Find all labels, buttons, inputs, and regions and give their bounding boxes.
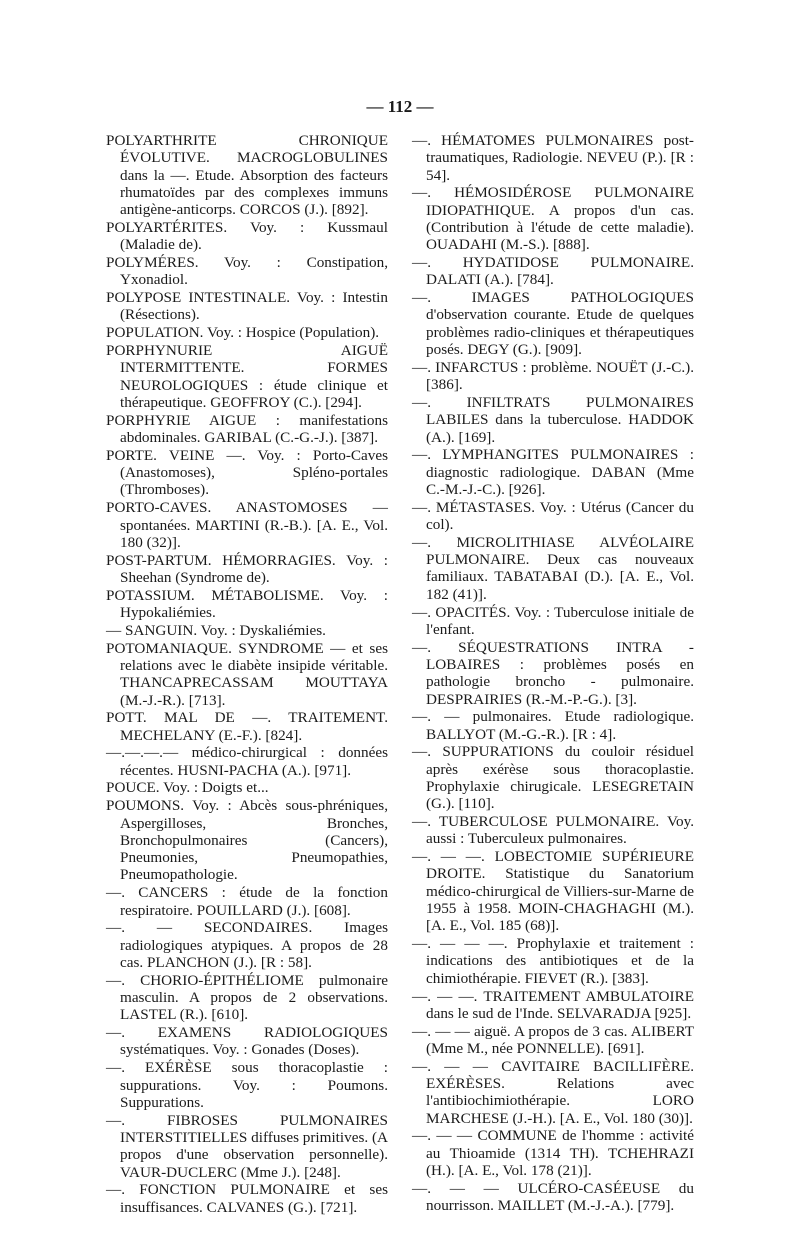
index-entry: — SANGUIN. Voy. : Dyskaliémies. — [106, 621, 326, 639]
index-entry: —. CANCERS : étude de la fonction respiratoire. POUILLARD (J.). [608]. — [106, 884, 388, 919]
index-entry: —. SUPPURATIONS du couloir résiduel après exérèse sous thoracoplastie. Prophylaxie chirugicale. LESEGRETAIN (G.). [110]. — [412, 743, 694, 813]
index-entry: —. MICROLITHIASE ALVÉOLAIRE PULMONAIRE. Deux cas nouveaux familiaux. TABATABAI (D.). [A. E., Vol. 182 (41)]. — [412, 533, 694, 603]
index-entry: POLYARTÉRITES. Voy. : Kussmaul (Maladie de). — [106, 218, 388, 254]
index-entry: —. — — ULCÉRO-CASÉEUSE du nourrisson. MAILLET (M.-J.-A.). [779]. — [412, 1179, 694, 1215]
index-entry: —. LYMPHANGITES PULMONAIRES : diagnostic radiologique. DABAN (Mme C.-M.-J.-C.). [926]. — [412, 446, 694, 498]
index-entry: —. — —. TRAITEMENT AMBULATOIRE dans le sud de l'Inde. SELVARADJA [925]. — [412, 987, 694, 1022]
index-entry: —. — SECONDAIRES. Images radiologiques atypiques. A propos de 28 cas. PLANCHON (J.). [R : 58]. — [106, 919, 388, 971]
index-entry: —. — pulmonaires. Etude radiologique. BALLYOT (M.-G.-R.). [R : 4]. — [412, 708, 694, 743]
index-entry: —. TUBERCULOSE PULMONAIRE. Voy. aussi : Tuberculeux pulmonaires. — [412, 813, 694, 848]
index-entry: —. IMAGES PATHOLOGIQUES d'observation courante. Etude de quelques problèmes radio-cliniques et thérapeutiques posés. DEGY (G.). [909]. — [412, 289, 694, 359]
page-number: — 112 — — [366, 97, 434, 116]
index-entry: —. OPACITÉS. Voy. : Tuberculose initiale de l'enfant. — [412, 603, 694, 638]
index-entry: POLYPOSE INTESTINALE. Voy. : Intestin (Résections). — [106, 289, 388, 324]
index-entry: POUMONS. Voy. : Abcès sous-phréniques, Aspergilloses, Bronches, Bronchopulmonaires (Cancers), Pneumonies, Pneumopathies, Pneumopathologie. — [106, 797, 388, 884]
index-entry: PORTO-CAVES. ANASTOMOSES — spontanées. MARTINI (R.-B.). [A. E., Vol. 180 (32)]. — [106, 499, 388, 551]
index-entry: —. — — —. Prophylaxie et traitement : indications des antibiotiques et de la chimiothérapie. FIEVET (R.). [383]. — [412, 935, 694, 987]
index-entry: PORPHYNURIE AIGUË INTERMITTENTE. FORMES NEUROLOGIQUES : étude clinique et thérapeutique. GEOFFROY (C.). [294]. — [106, 342, 388, 411]
index-entry: —. — — CAVITAIRE BACILLIFÈRE. EXÉRÈSES. Relations avec l'antibiochimiothérapie. LORO MARCHESE (J.-H.). [A. E., Vol. 180 (30)]. — [412, 1057, 694, 1127]
index-entry: —. MÉTASTASES. Voy. : Utérus (Cancer du col). — [412, 498, 694, 534]
index-entry: —. HYDATIDOSE PULMONAIRE. DALATI (A.). [784]. — [412, 254, 694, 289]
index-entry: —. — — aiguë. A propos de 3 cas. ALIBERT (Mme M., née PONNELLE). [691]. — [412, 1022, 694, 1057]
index-entry: —. — —. LOBECTOMIE SUPÉRIEURE DROITE. Statistique du Sanatorium médico-chirurgical de Villiers-sur-Marne de 1955 à 1958. MOIN-CHAGHAGHI (M.). [A. E., Vol. 185 (68)]. — [412, 848, 694, 935]
index-entry: —. HÉMOSIDÉROSE PULMONAIRE IDIOPATHIQUE. A propos d'un cas. (Contribution à l'étude de cette maladie). OUADAHI (M.-S.). [888]. — [412, 184, 694, 254]
index-entry: POTASSIUM. MÉTABOLISME. Voy. : Hypokaliémies. — [106, 586, 388, 622]
index-entry: —. EXAMENS RADIOLOGIQUES systématiques. Voy. : Gonades (Doses). — [106, 1024, 388, 1059]
index-entry: POTT. MAL DE —. TRAITEMENT. MECHELANY (E.-F.). [824]. — [106, 709, 388, 744]
index-entry: POLYMÉRES. Voy. : Constipation, Yxonadiol. — [106, 254, 388, 289]
index-entry: POPULATION. Voy. : Hospice (Population). — [106, 324, 380, 342]
index-entry: —. EXÉRÈSE sous thoracoplastie : suppurations. Voy. : Poumons. Suppurations. — [106, 1059, 388, 1111]
index-entry: —. INFILTRATS PULMONAIRES LABILES dans la tuberculose. HADDOK (A.). [169]. — [412, 393, 694, 446]
index-entry: POTOMANIAQUE. SYNDROME — et ses relations avec le diabète insipide véritable. THANCAPRECASSAM MOUTTAYA (M.-J.-R.). [713]. — [106, 639, 388, 709]
index-entry: —. SÉQUESTRATIONS INTRA - LOBAIRES : problèmes posés en pathologie broncho - pulmonaire. DESPRAIRIES (R.-M.-P.-G.). [3]. — [412, 638, 694, 708]
index-entry: PORPHYRIE AIGUE : manifestations abdominales. GARIBAL (C.-G.-J.). [387]. — [106, 411, 388, 447]
index-entry: —. FIBROSES PULMONAIRES INTERSTITIELLES diffuses primitives. (A propos d'une observation personnelle). VAUR-DUCLERC (Mme J.). [248]. — [106, 1111, 388, 1181]
index-entry: —. CHORIO-ÉPITHÉLIOME pulmonaire masculin. A propos de 2 observations. LASTEL (R.). [610]. — [106, 971, 388, 1024]
index-entry: —.—.—.— médico-chirurgical : données récentes. HUSNI-PACHA (A.). [971]. — [106, 744, 388, 779]
index-entry: —. INFARCTUS : problème. NOUËT (J.-C.). [386]. — [412, 358, 694, 394]
index-entry: POLYARTHRITE CHRONIQUE ÉVOLUTIVE. MACROGLOBULINES dans la —. Etude. Absorption des facteurs rhumatoïdes par des complexes immuns antigène-anticorps. CORCOS (J.). [892]. — [106, 132, 388, 219]
index-entry: —. — — COMMUNE de l'homme : activité au Thioamide (1314 TH). TCHEHRAZI (H.). [A. E., Vol. 178 (21)]. — [412, 1127, 694, 1180]
index-entry: POUCE. Voy. : Doigts et... — [106, 779, 269, 797]
index-entry: PORTE. VEINE —. Voy. : Porto-Caves (Anastomoses), Spléno-portales (Thromboses). — [106, 446, 388, 499]
index-entry: —. FONCTION PULMONAIRE et ses insuffisances. CALVANES (G.). [721]. — [106, 1181, 388, 1216]
index-entry: —. HÉMATOMES PULMONAIRES post-traumatiques, Radiologie. NEVEU (P.). [R : 54]. — [412, 132, 694, 184]
index-column-left — [106, 132, 388, 1216]
index-entry: POST-PARTUM. HÉMORRAGIES. Voy. : Sheehan (Syndrome de). — [106, 551, 388, 586]
index-column-right — [412, 132, 694, 1215]
